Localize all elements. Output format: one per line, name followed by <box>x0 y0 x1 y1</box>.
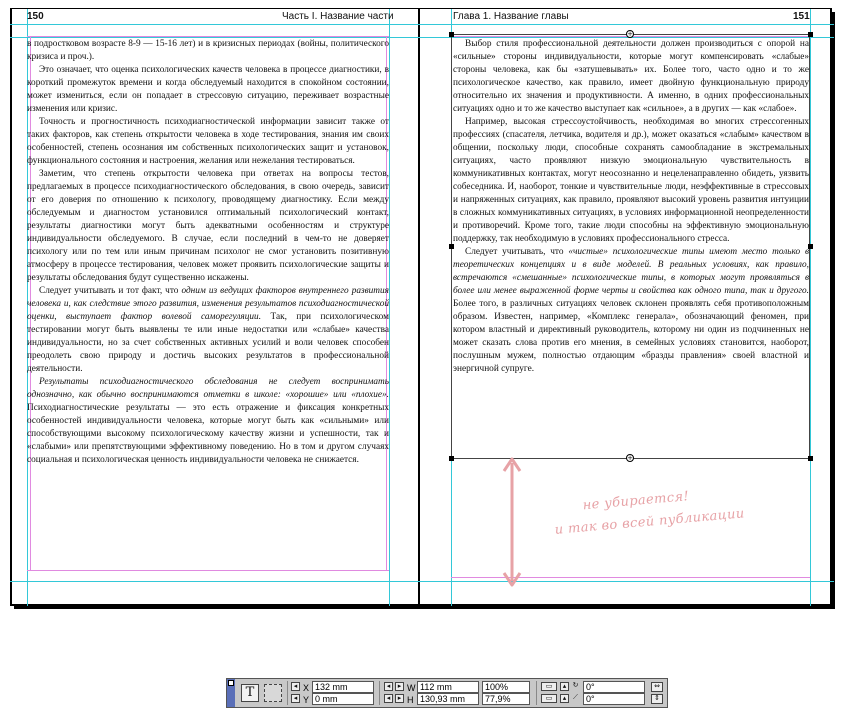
text-run: Следует учитывать, что <box>465 247 569 257</box>
paragraph <box>453 116 809 246</box>
h-stepper-up-icon[interactable]: ▸ <box>395 694 404 703</box>
text-run: в подростковом возрасте 8-9 — 15-16 лет) и в кризисных периодах (войны, политического кризиса и проч.). <box>27 39 389 62</box>
y-position-field[interactable]: 0 mm <box>312 693 374 705</box>
reference-point-icon[interactable] <box>264 684 282 702</box>
skew-stepper-icon[interactable]: ▴ <box>560 694 569 703</box>
double-arrow-icon <box>498 455 528 590</box>
frame-handle-tr[interactable] <box>808 32 813 37</box>
constrain-proportions-icon[interactable]: ▭ <box>541 682 557 691</box>
text-tool-icon: T <box>245 685 255 700</box>
guide-left-inner[interactable] <box>389 9 390 606</box>
text-run: Заметим, что степень открытости человека при ответах на вопросы тестов, предлагаемых в процессе психодиагностического обследования, в свою очередь, зависит от его доверия по отношению к психологу, проводящему диагностику. Если между обследуемым и диагностом установился оптимальный психологический контакт, результаты диагностики могут быть адекватными особенностям и структуре индивидуальности обследуемого. В случае, если последний в чем-то не доверяет психологу или по тем или иным причинам психолог не смог установить позитивную атмосферу в процессе тестирования, человек может проявить психологические защиты и результаты обследования будут существенно искажены. <box>27 169 389 283</box>
spread-spine <box>418 8 420 608</box>
frame-in-port-icon[interactable]: + <box>627 30 633 38</box>
note-line-2: и так во всей публикации <box>554 506 746 538</box>
paragraph <box>27 38 389 64</box>
rotation-field[interactable]: 0° <box>583 681 645 693</box>
y-stepper-icon[interactable]: ◂ <box>291 694 300 703</box>
left-page-number: 150 <box>27 11 44 22</box>
italic-run: Результаты психодиагностического обследования не следует воспринимать однозначно, как обычно воспринимаются отметки в школе: «хорошие» или «плохие». <box>27 377 389 400</box>
text-run: Более того, в различных ситуациях человек склонен проявлять себя противоположным образом. Известен, например, «Комплекс генерала», обозначающий феномен, при котором властный и директивный руководитель, которому ни один из подчиненных не может сказать слова против его мнения, в семейных условиях становится, наоборот, послушным мужем, полностью отдающим «бразды правления» своей властной и энергичной супруге. <box>453 299 809 374</box>
rotate-icon: ↻ <box>572 681 579 689</box>
left-running-title: Часть I. Название части <box>282 11 394 22</box>
scale-x-field[interactable]: 100% <box>482 681 530 693</box>
height-field[interactable]: 130,93 mm <box>417 693 479 705</box>
right-running-title: Глава 1. Название главы <box>453 11 569 22</box>
paragraph <box>453 38 809 116</box>
text-frame-tool-button[interactable] <box>241 684 259 702</box>
w-stepper-icon[interactable]: ◂ <box>384 682 393 691</box>
y-label: Y <box>303 695 310 705</box>
italic-run: одним из ведущих факторов внутреннего развития человека и, как следствие этого развития, изменения результатов психодиагностической оценки, выступает фактор волевой саморегуляции. <box>27 286 389 322</box>
paragraph <box>27 376 389 467</box>
guide-right-margin[interactable] <box>810 9 811 606</box>
measurements-palette[interactable] <box>226 678 668 708</box>
left-text-frame[interactable] <box>27 38 389 582</box>
frame-handle-bl[interactable] <box>449 456 454 461</box>
flip-vertical-icon[interactable]: ⇕ <box>651 694 663 704</box>
scale-y-field[interactable]: 77,9% <box>482 693 530 705</box>
h-label: H <box>407 695 414 705</box>
palette-separator <box>536 681 537 705</box>
page-shadow-right <box>832 12 835 608</box>
frame-out-port-icon[interactable]: + <box>627 454 633 462</box>
text-run: Следует учитывать и тот факт, что <box>39 286 182 296</box>
w-stepper-up-icon[interactable]: ▸ <box>395 682 404 691</box>
width-field[interactable]: 112 mm <box>417 681 479 693</box>
paragraph <box>27 64 389 116</box>
paragraph <box>27 116 389 168</box>
palette-close-icon[interactable] <box>228 680 234 686</box>
skew-field[interactable]: 0° <box>583 693 645 705</box>
palette-separator <box>287 681 288 705</box>
h-stepper-icon[interactable]: ◂ <box>384 694 393 703</box>
text-run: Выбор стиля профессиональной деятельности должен производиться с опорой на «сильные» стороны индивидуальности, которые могут компенсировать «слабые» стороны человека, как бы «затушевывать» их. Более того, часто одно и то же психологическое качество, как правило, имеет двойную функциональную природу относительно их значения и продуктивности. А именно, в одних профессиональных ситуациях одно и то же качество выступает как «сильное», а в других — как «слабое». <box>453 39 809 114</box>
palette-separator <box>379 681 380 705</box>
note-line-1: не убирается! <box>582 489 690 514</box>
flip-horizontal-icon[interactable]: ⇔ <box>651 682 663 692</box>
right-text-frame[interactable] <box>453 38 809 456</box>
x-stepper-icon[interactable]: ◂ <box>291 682 300 691</box>
text-run: Так, при психологическом тестировании могут быть выявлены те или иные недостатки или «слабые» качества индивидуальности, но за счет собственных активных усилий и воли человек способен преодолеть свою природу и достичь высоких результатов в профессиональной деятельности. <box>27 312 389 374</box>
text-run: Психодиагностические результаты — это есть отражение и фиксация конкретных особенностей индивидуальности человека, которые могут быть как «сильными» или способствующими высокому психологическому качеству жизни и успешности, так и «слабыми» или препятствующими эффективному поведению. Но в том и другом случаях социальная и психологическая ценность индивидуальности человека не снижается. <box>27 403 389 465</box>
page-shadow-bottom <box>14 606 835 609</box>
palette-title-bar[interactable] <box>227 679 235 707</box>
paragraph <box>27 168 389 285</box>
skew-icon: ⟋ <box>573 693 578 701</box>
frame-handle-br[interactable] <box>808 456 813 461</box>
paragraph <box>453 246 809 376</box>
guide-header[interactable] <box>10 24 834 25</box>
rotation-stepper-icon[interactable]: ▴ <box>560 682 569 691</box>
flip-icon[interactable]: ▭ <box>541 694 557 703</box>
x-position-field[interactable]: 132 mm <box>312 681 374 693</box>
right-page-number: 151 <box>793 11 810 22</box>
italic-run: «чистые» психологические типы имеют место только в теоретических концепциях и в виде моделей. В реальных условиях, как правило, встречаются «смешанные» психологические типы, в которых могут проявляться в более или менее выраженной форме черты и свойства как одного типа, так и другого. <box>453 247 809 296</box>
paragraph <box>27 285 389 376</box>
text-run: Точность и прогностичность психодиагностической информации зависит также от таких факторов, как степень открытости человека в ходе тестирования, знания им своих особенностей, степень осознания им собственных психологических защит и установок, функционального состояния и настроения, желания или нежелания тестироваться. <box>27 117 389 166</box>
w-label: W <box>407 683 416 693</box>
text-run: Это означает, что оценка психологических качеств человека в процессе диагностики, в короткий промежуток времени и когда обследуемый находится в спокойном состоянии, может измениться, если он попадает в стрессовую ситуацию, переживает возрастные изменения или кризис. <box>27 65 389 114</box>
frame-handle-tl[interactable] <box>449 32 454 37</box>
margin-top-left <box>27 36 389 37</box>
x-label: X <box>303 683 310 693</box>
text-run: Например, высокая стрессоустойчивость, необходимая во многих стрессогенных профессиях (спасателя, летчика, водителя и др.), может оказаться «слабым» качеством в общении, поскольку люди, способные сохранять самообладание в экстремальных ситуациях, часто проявляют низкую эмоциональную чувствительность в коммуникативных контактах, могут неосознанно и нецеленаправленно обидеть, уязвить собеседника. И, наоборот, тонкие и чувствительные люди, неэффективные в стрессовых и напряженных ситуациях, как правило, проявляют высокий уровень развития интуиции в сложных коммуникативных ситуациях, в условиях информационной неопределенности и противоречий. Кроме того, такие люди способны на эффективную эмоциональную поддержку, так необходимую в условиях профессионального стресса. <box>453 117 809 244</box>
